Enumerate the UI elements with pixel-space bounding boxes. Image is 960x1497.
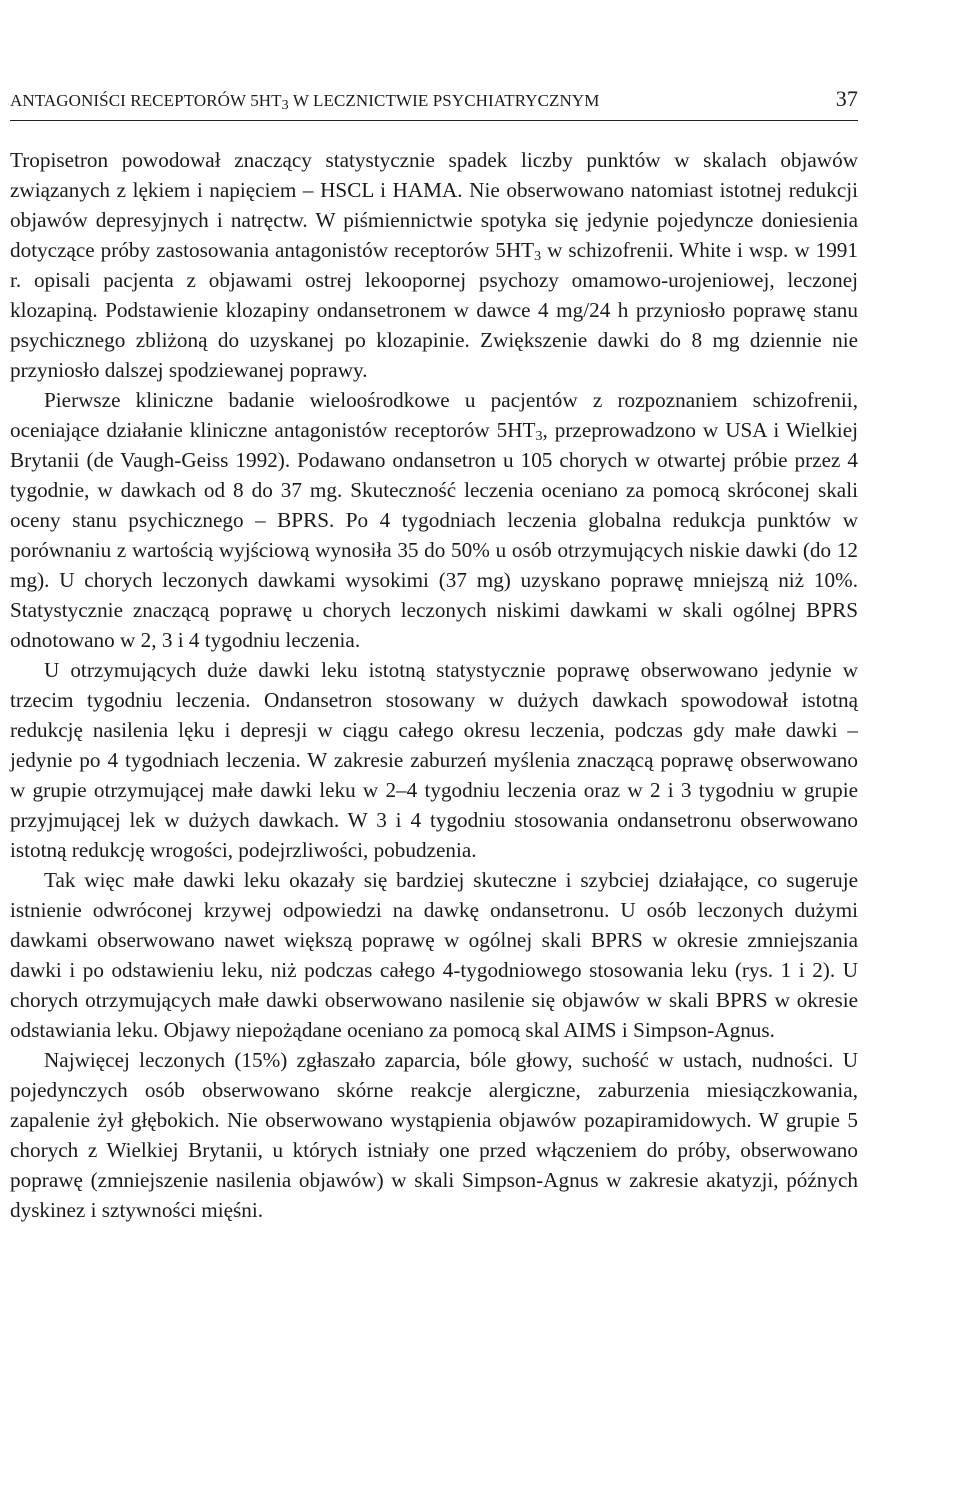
running-title: ANTAGONIŚCI RECEPTORÓW $5HT_3$ W LECZNICTWIE PSYCHIATRYCZNYM [10, 91, 600, 113]
paragraph: Tropisetron powodował znaczący statystycznie spadek liczby punktów w skalach objawów związanych z lękiem i napięciem – HSCL i HAMA. Nie obserwowano natomiast istotnej redukcji objawów depresyjnych i natręctw. W piśmiennictwie spotyka się jedynie pojedyncze doniesienia dotyczące próby zastosowania antagonistów receptorów $5HT_3$ w schizofrenii. White i wsp. w 1991 r. opisali pacjenta z objawami ostrej lekoopornej psychozy omamowo-urojeniowej, leczonej klozapiną. Podstawienie klozapiny ondansetronem w dawce 4 mg/24 h przyniosło poprawę stanu psychicznego zbliżoną do uzyskanej po klozapinie. Zwiększenie dawki do 8 mg dziennie nie przyniosło dalszej spodziewanej poprawy. [10, 148, 858, 382]
page [10, 86, 858, 1225]
paragraph: Pierwsze kliniczne badanie wieloośrodkowe u pacjentów z rozpoznaniem schizofrenii, oceniające działanie kliniczne antagonistów receptorów $5HT_3$, przeprowadzono w USA i Wielkiej Brytanii (de Vaugh-Geiss 1992). Podawano ondansetron u 105 chorych w otwartej próbie przez 4 tygodnie, w dawkach od 8 do 37 mg. Skuteczność leczenia oceniano za pomocą skróconej skali oceny stanu psychicznego – BPRS. Po 4 tygodniach leczenia globalna redukcja punktów w porównaniu z wartością wyjściową wynosiła 35 do 50% u osób otrzymujących niskie dawki (do 12 mg). U chorych leczonych dawkami wysokimi (37 mg) uzyskano poprawę mniejszą niż 10%. Statystycznie znaczącą poprawę u chorych leczonych niskimi dawkami w skali ogólnej BPRS odnotowano w 2, 3 i 4 tygodniu leczenia. [10, 388, 858, 652]
body-text [10, 145, 858, 1225]
running-header [10, 86, 858, 112]
paragraph: Tak więc małe dawki leku okazały się bardziej skuteczne i szybciej działające, co sugeruje istnienie odwróconej krzywej odpowiedzi na dawkę ondansetronu. U osób leczonych dużymi dawkami obserwowano nawet większą poprawę w ogólnej skali BPRS w okresie zmniejszania dawki i po odstawieniu leku, niż podczas całego 4-tygodniowego stosowania leku (rys. 1 i 2). U chorych otrzymujących małe dawki obserwowano nasilenie się objawów w skali BPRS w okresie odstawiania leku. Objawy niepożądane oceniano za pomocą skal AIMS i Simpson-Agnus. [10, 868, 858, 1042]
header-rule [10, 120, 858, 121]
paragraph: Najwięcej leczonych (15%) zgłaszało zaparcia, bóle głowy, suchość w ustach, nudności. U pojedynczych osób obserwowano skórne reakcje alergiczne, zaburzenia miesiączkowania, zapalenie żył głębokich. Nie obserwowano wystąpienia objawów pozapiramidowych. W grupie 5 chorych z Wielkiej Brytanii, u których istniały one przed włączeniem do próby, obserwowano poprawę (zmniejszenie nasilenia objawów) w skali Simpson-Agnus w zakresie akatyzji, późnych dyskinez i sztywności mięśni. [10, 1048, 858, 1222]
paragraph: U otrzymujących duże dawki leku istotną statystycznie poprawę obserwowano jedynie w trzecim tygodniu leczenia. Ondansetron stosowany w dużych dawkach spowodował istotną redukcję nasilenia lęku i depresji w ciągu całego okresu leczenia, podczas gdy małe dawki – jedynie po 4 tygodniach leczenia. W zakresie zaburzeń myślenia znaczącą poprawę obserwowano w grupie otrzymującej małe dawki leku w 2–4 tygodniu leczenia oraz w 2 i 3 tygodniu w grupie przyjmującej lek w dużych dawkach. W 3 i 4 tygodniu stosowania ondansetronu obserwowano istotną redukcję wrogości, podejrzliwości, pobudzenia. [10, 658, 858, 862]
page-number: 37 [835, 86, 858, 111]
